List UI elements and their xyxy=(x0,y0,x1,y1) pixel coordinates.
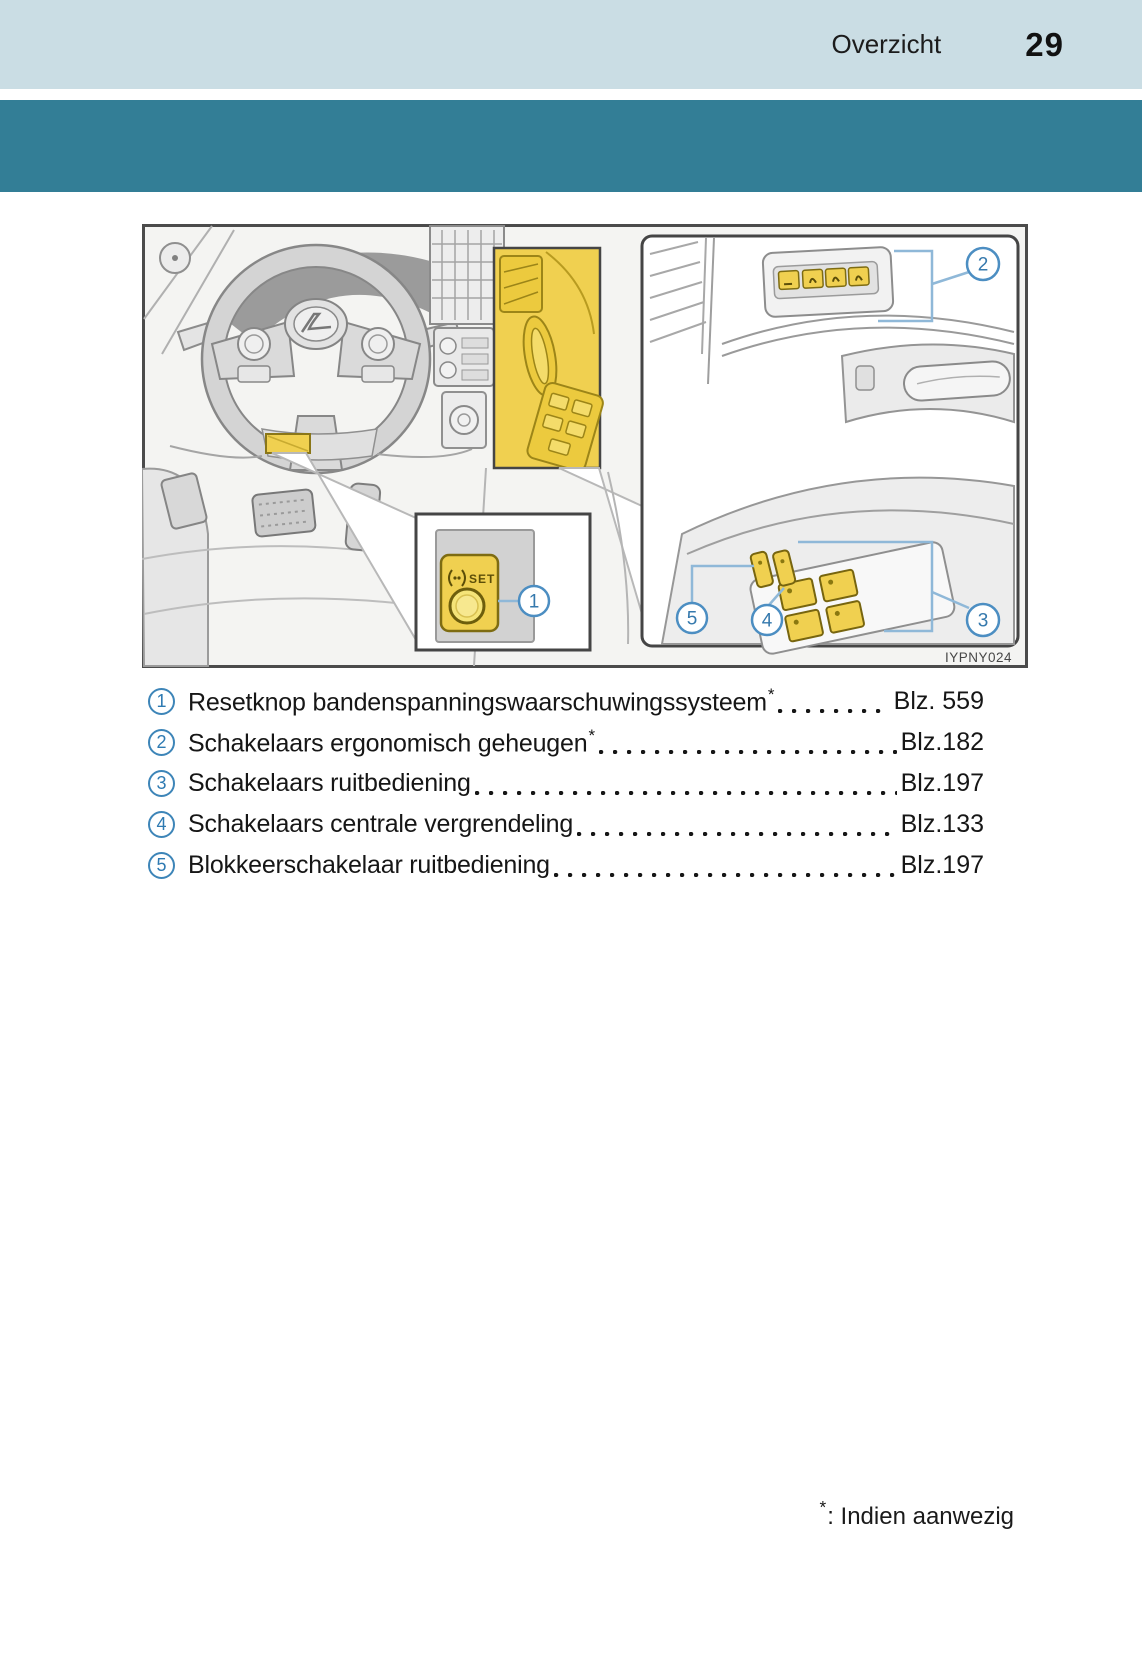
callout-badge-4 xyxy=(752,605,782,635)
dotted-leader xyxy=(778,681,889,722)
callout-badge-2 xyxy=(967,248,999,280)
svg-text:1: 1 xyxy=(528,591,540,613)
callout-badge-1 xyxy=(519,586,549,616)
image-code: IYPNY024 xyxy=(944,650,1012,665)
legend-item-label-text: Resetknop bandenspanningswaarschuwingssysteem xyxy=(188,688,767,717)
dotted-leader xyxy=(554,845,897,886)
interior-illustration xyxy=(142,224,1028,668)
svg-text:4: 4 xyxy=(761,610,773,632)
legend-item-label xyxy=(188,727,595,758)
legend-row xyxy=(148,804,984,845)
door-handle xyxy=(903,360,1011,401)
legend-item-page: Blz.133 xyxy=(900,810,984,838)
footnote xyxy=(819,1499,1014,1531)
legend-item-number: 1 xyxy=(148,688,175,715)
dotted-leader xyxy=(475,763,897,804)
legend-item-number: 4 xyxy=(148,811,175,838)
mirror-knob-dot xyxy=(172,255,178,261)
lock-knob xyxy=(856,366,874,390)
set-button-label: SET xyxy=(469,572,496,586)
dotted-leader xyxy=(599,722,897,763)
svg-text:3: 3 xyxy=(977,610,989,632)
door-edge-highlight xyxy=(494,248,605,473)
page-header xyxy=(0,0,1142,89)
callout-badge-3 xyxy=(967,604,999,636)
legend-row xyxy=(148,763,984,804)
footnote-text: : Indien aanwezig xyxy=(827,1503,1014,1530)
legend-item-number: 3 xyxy=(148,770,175,797)
legend-item-number: 5 xyxy=(148,852,175,879)
legend-row xyxy=(148,681,984,722)
legend xyxy=(148,681,984,886)
section-title: Overzicht xyxy=(831,29,942,59)
page-number: 29 xyxy=(1025,25,1064,63)
brake-pedal xyxy=(252,489,316,537)
legend-item-page: Blz.182 xyxy=(900,728,984,756)
legend-item-label xyxy=(188,851,550,880)
seat-memory-panel xyxy=(762,247,893,318)
callout-badge-5 xyxy=(677,603,707,633)
svg-text:2: 2 xyxy=(977,254,989,276)
legend-item-label-text: Schakelaars ruitbediening xyxy=(188,769,471,797)
legend-item-label xyxy=(188,769,471,798)
legend-item-label xyxy=(188,686,774,717)
legend-row xyxy=(148,722,984,763)
tpms-set-inset xyxy=(416,514,590,650)
legend-item-page: Blz.197 xyxy=(900,851,984,879)
dotted-leader xyxy=(577,804,897,845)
legend-item-label-text: Schakelaars centrale vergrendeling xyxy=(188,810,574,838)
footnote-symbol: * xyxy=(819,1497,827,1517)
door-panel-inset xyxy=(642,236,1018,656)
svg-text:5: 5 xyxy=(686,608,698,630)
footnote-star: * xyxy=(588,725,595,745)
legend-item-label xyxy=(188,810,573,839)
chapter-color-band xyxy=(0,100,1142,192)
legend-row xyxy=(148,845,984,886)
footnote-star: * xyxy=(767,684,775,704)
legend-item-label-text: Schakelaars ergonomisch geheugen xyxy=(188,729,588,758)
legend-item-label-text: Blokkeerschakelaar ruitbediening xyxy=(188,851,550,879)
legend-item-page: Blz. 559 xyxy=(893,687,984,715)
legend-item-page: Blz.197 xyxy=(900,769,984,797)
legend-item-number: 2 xyxy=(148,729,175,756)
